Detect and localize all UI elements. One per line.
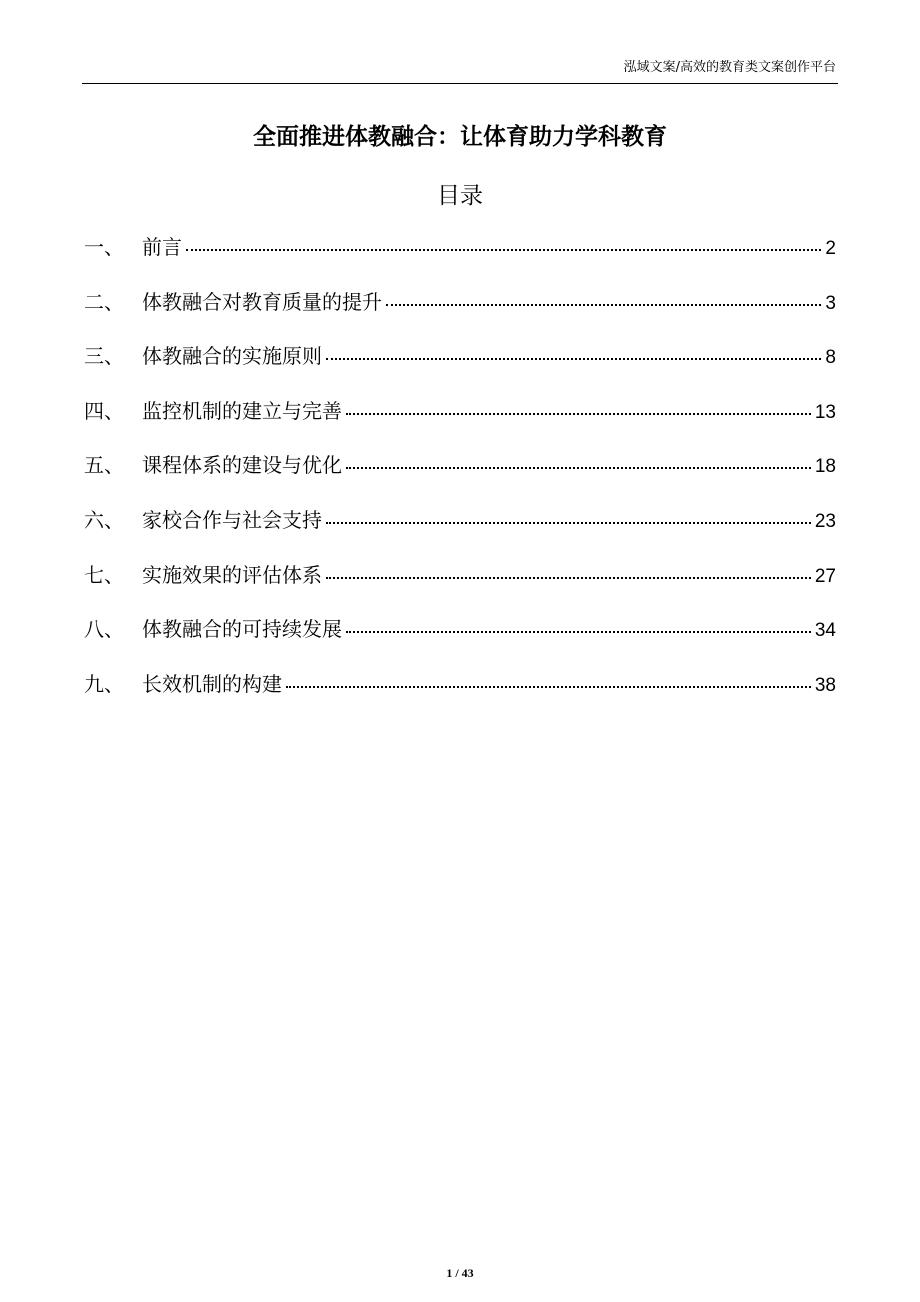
toc-dot-leader: [326, 521, 811, 524]
toc-dot-leader: [346, 412, 811, 415]
toc-entry-title: 家校合作与社会支持: [142, 507, 322, 532]
toc-entry-page: 3: [825, 292, 836, 314]
toc-entry-number: 二、: [84, 289, 124, 314]
toc-entry-title: 体教融合的实施原则: [142, 344, 322, 369]
toc-dot-leader: [346, 466, 811, 469]
header-rule: [82, 83, 838, 84]
toc-entry-page: 23: [814, 510, 836, 532]
toc-entry-6[interactable]: [84, 504, 836, 559]
toc-entry-number: 六、: [84, 507, 124, 532]
toc-dot-leader: [346, 630, 811, 633]
toc-dot-leader: [326, 357, 821, 360]
toc-entry-page: 38: [814, 674, 836, 696]
header-note: 泓域文案/高效的教育类文案创作平台: [623, 60, 836, 75]
toc-entry-title: 前言: [142, 235, 182, 259]
toc-entry-number: 五、: [84, 453, 124, 478]
toc-entry-page: 2: [825, 238, 836, 259]
toc-entry-title: 体教融合对教育质量的提升: [142, 289, 382, 314]
toc-entry-1[interactable]: [84, 231, 836, 286]
toc-entry-number: 一、: [84, 235, 124, 259]
toc-entry-4[interactable]: [84, 395, 836, 450]
toc-entry-page: 18: [814, 456, 836, 478]
toc-entry-page: 27: [814, 565, 836, 587]
footer-page-indicator: 1 / 43: [446, 1266, 474, 1280]
toc-entry-number: 七、: [84, 562, 124, 587]
toc-entry-page: 8: [825, 347, 836, 369]
toc-heading: 目录: [437, 183, 483, 209]
toc-entry-title: 实施效果的评估体系: [142, 562, 322, 587]
toc-entry-page: 13: [814, 401, 836, 423]
toc-entry-2[interactable]: [84, 286, 836, 341]
toc-entry-5[interactable]: [84, 449, 836, 504]
toc-entry-title: 课程体系的建设与优化: [142, 453, 342, 478]
toc-entry-title: 监控机制的建立与完善: [142, 398, 342, 423]
toc-entry-page: 34: [814, 620, 836, 642]
table-of-contents: [84, 231, 836, 722]
document-title: 全面推进体教融合：让体育助力学科教育: [253, 124, 667, 150]
toc-dot-leader: [286, 685, 811, 688]
toc-dot-leader: [326, 576, 811, 579]
toc-entry-title: 体教融合的可持续发展: [142, 617, 342, 642]
toc-entry-number: 三、: [84, 344, 124, 369]
toc-entry-number: 八、: [84, 617, 124, 642]
toc-entry-number: 九、: [84, 671, 124, 696]
toc-entry-7[interactable]: [84, 559, 836, 614]
toc-dot-leader: [186, 248, 821, 251]
toc-dot-leader: [386, 303, 821, 306]
toc-entry-8[interactable]: [84, 613, 836, 668]
toc-entry-3[interactable]: [84, 340, 836, 395]
toc-entry-number: 四、: [84, 398, 124, 423]
toc-entry-title: 长效机制的构建: [142, 671, 282, 696]
toc-entry-9[interactable]: [84, 668, 836, 723]
